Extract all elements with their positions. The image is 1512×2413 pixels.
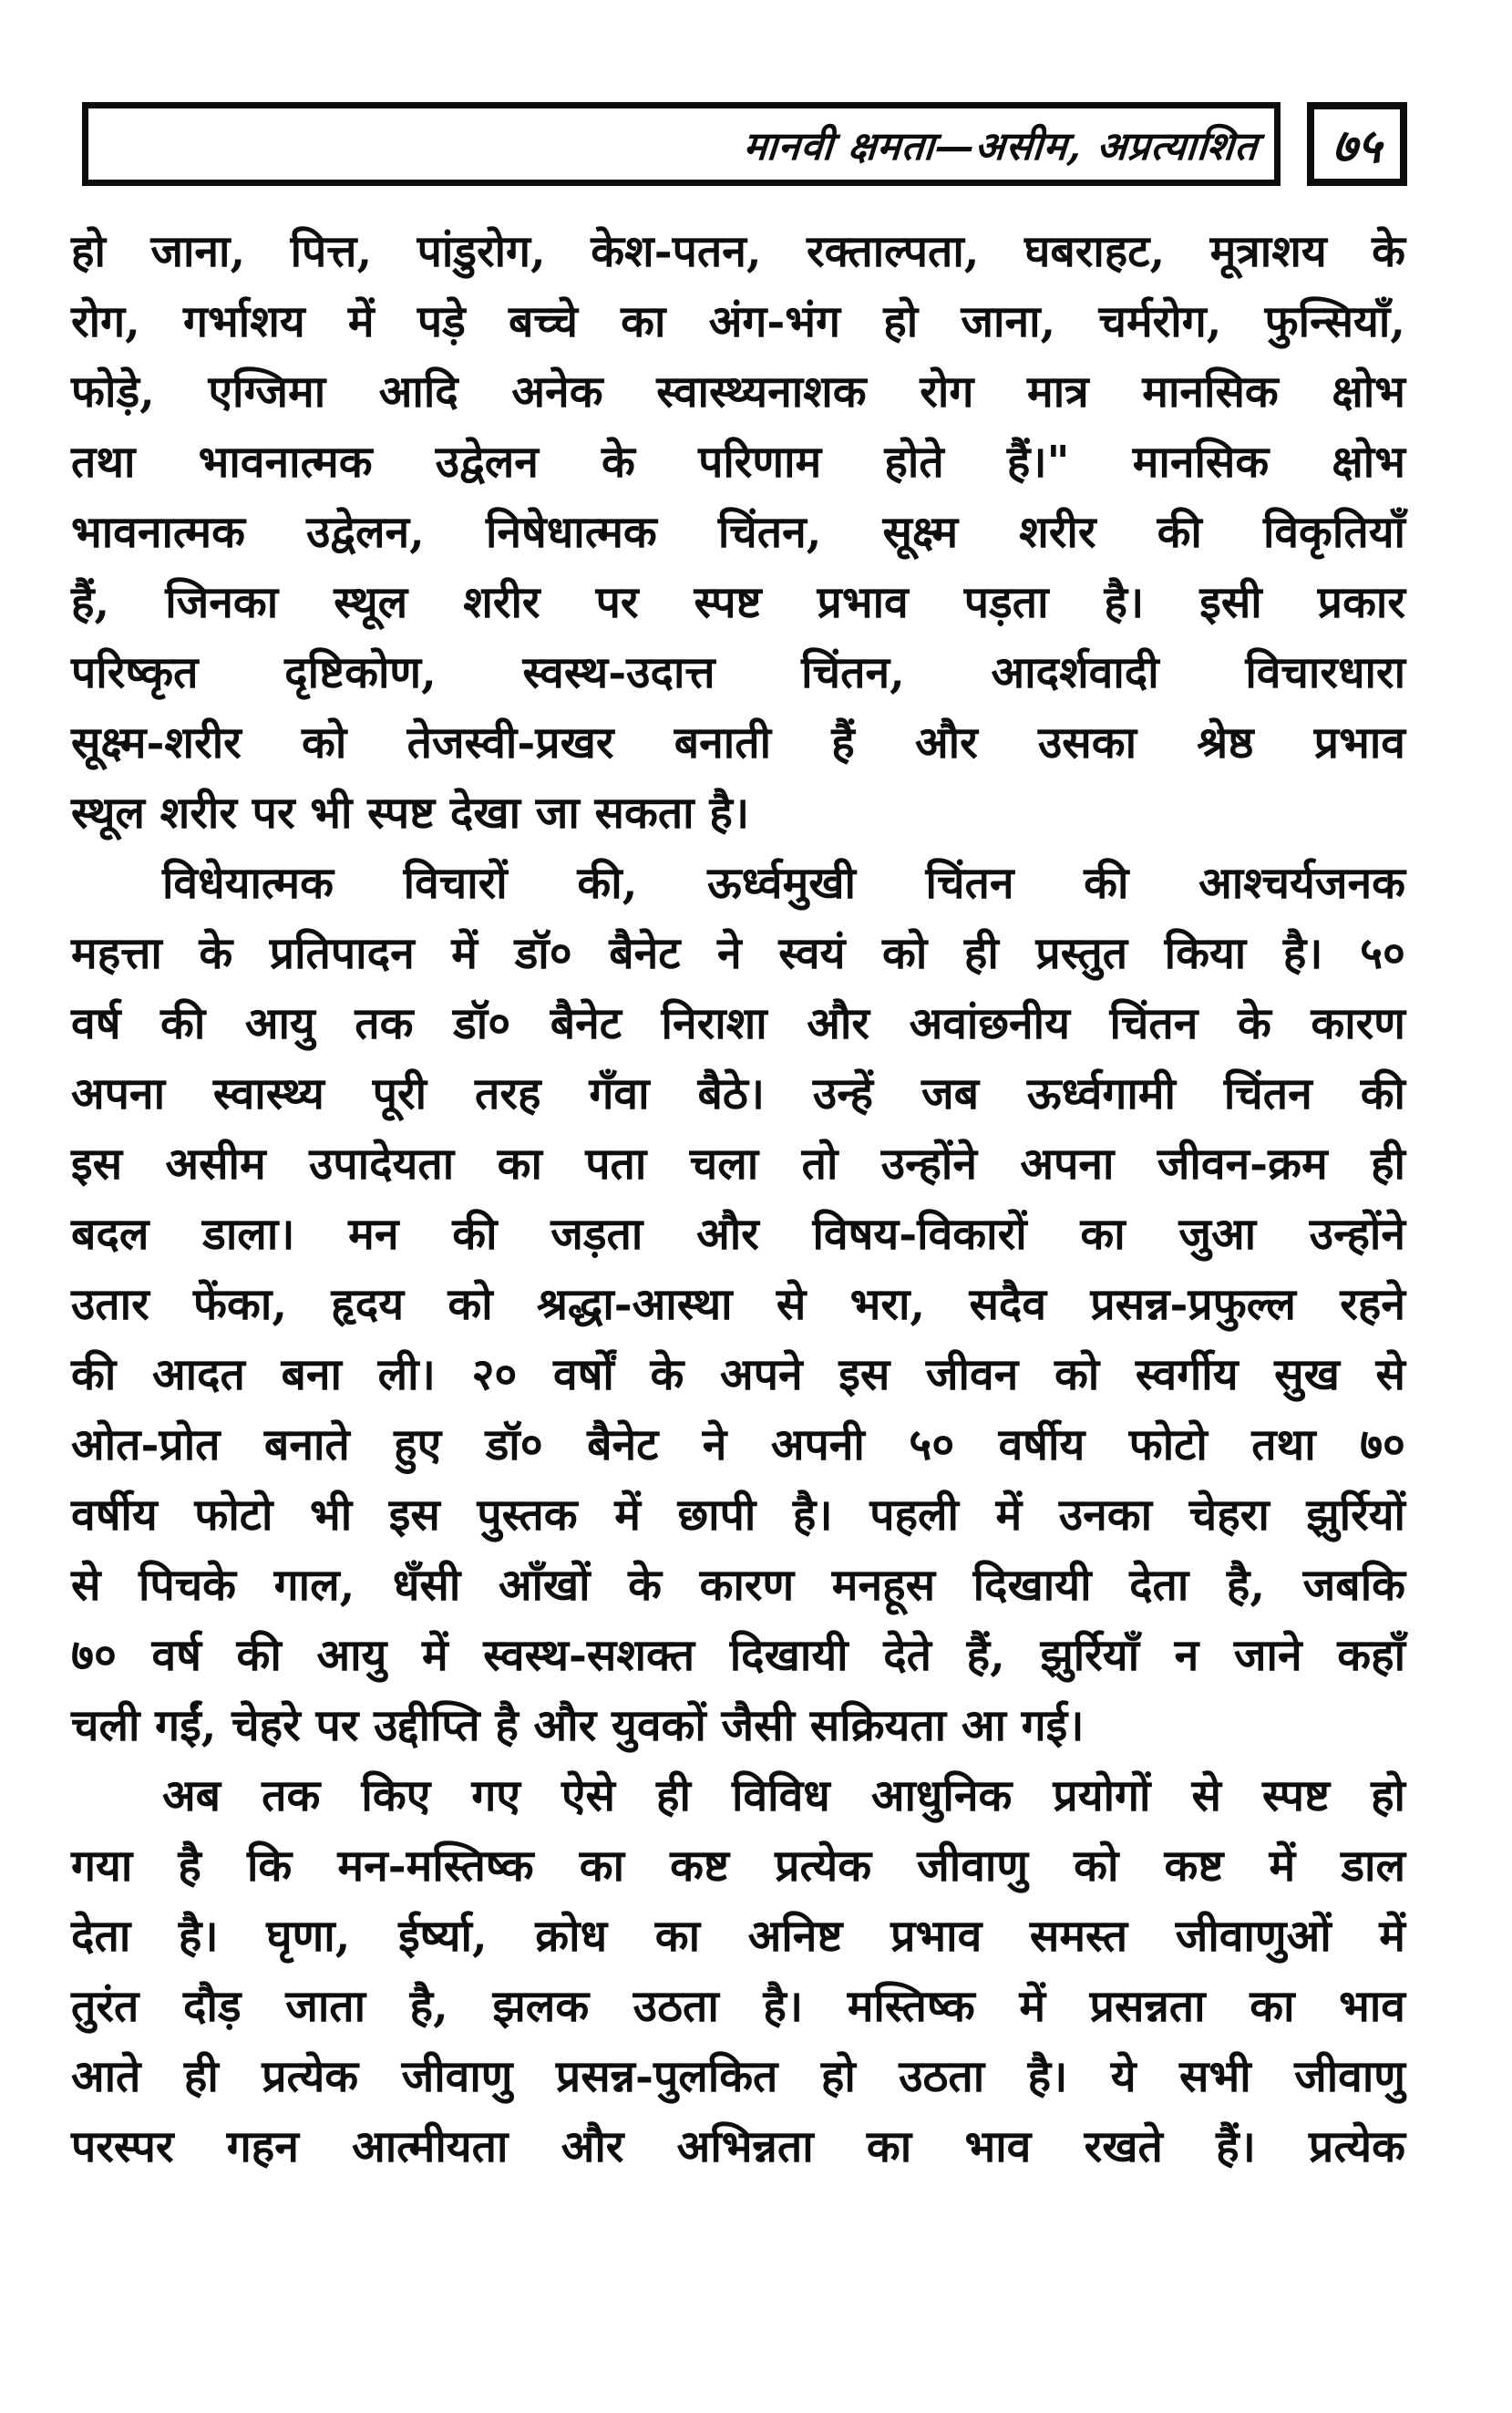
text-line: चली गईं, चेहरे पर उद्दीप्ति है और युवकों जैसी सक्रियता आ गई।: [71, 1700, 1085, 1751]
text-line: अब तक किए गए ऐसे ही विविध आधुनिक प्रयोगों से स्पष्ट हो: [162, 1770, 1405, 1821]
text-line: तुरंत दौड़ जाता है, झलक उठता है। मस्तिष्क में प्रसन्नता का भाव: [71, 1981, 1405, 2032]
text-line: अपना स्वास्थ्य पूरी तरह गँवा बैठे। उन्हें जब ऊर्ध्वगामी चिंतन की: [71, 1068, 1405, 1119]
text-line: आते ही प्रत्येक जीवाणु प्रसन्न-पुलकित हो उठता है। ये सभी जीवाणु: [71, 2051, 1405, 2102]
text-line: वर्ष की आयु तक डॉ० बैनेट निराशा और अवांछनीय चिंतन के कारण: [71, 998, 1405, 1049]
text-line: ओत-प्रोत बनाते हुए डॉ० बैनेट ने अपनी ५० वर्षीय फोटो तथा ७०: [71, 1419, 1405, 1470]
text-line: हो जाना, पित्त, पांडुरोग, केश-पतन, रक्ताल्पता, घबराहट, मूत्राशय के: [71, 226, 1405, 277]
text-line: वर्षीय फोटो भी इस पुस्तक में छापी है। पहली में उनका चेहरा झुर्रियों: [71, 1490, 1405, 1541]
text-line: विधेयात्मक विचारों की, ऊर्ध्वमुखी चिंतन की आश्चर्यजनक: [162, 858, 1405, 909]
page-number-box: [1307, 102, 1407, 186]
text-line: भावनात्मक उद्वेलन, निषेधात्मक चिंतन, सूक्ष्म शरीर की विकृतियाँ: [71, 507, 1405, 558]
text-line: तथा भावनात्मक उद्वेलन के परिणाम होते हैं।" मानसिक क्षोभ: [71, 437, 1405, 488]
text-line: परस्पर गहन आत्मीयता और अभिन्नता का भाव रखते हैं। प्रत्येक: [71, 2121, 1405, 2172]
text-line: बदल डाला। मन की जड़ता और विषय-विकारों का जुआ उन्होंने: [71, 1209, 1405, 1260]
text-line: इस असीम उपादेयता का पता चला तो उन्होंने अपना जीवन-क्रम ही: [71, 1139, 1405, 1190]
text-line: सूक्ष्म-शरीर को तेजस्वी-प्रखर बनाती हैं और उसका श्रेष्ठ प्रभाव: [71, 717, 1405, 768]
chapter-title-box: [82, 102, 1281, 186]
text-line: रोग, गर्भाशय में पड़े बच्चे का अंग-भंग हो जाना, चर्मरोग, फुन्सियाँ,: [71, 296, 1405, 347]
text-line: उतार फेंका, हृदय को श्रद्धा-आस्था से भरा, सदैव प्रसन्न-प्रफुल्ल रहने: [71, 1279, 1405, 1330]
running-head: [82, 102, 1417, 186]
text-line: स्थूल शरीर पर भी स्पष्ट देखा जा सकता है।: [71, 788, 750, 839]
text-line: ७० वर्ष की आयु में स्वस्थ-सशक्त दिखायी देते हैं, झुर्रियाँ न जाने कहाँ: [71, 1630, 1405, 1681]
text-line: महत्ता के प्रतिपादन में डॉ० बैनेट ने स्वयं को ही प्रस्तुत किया है। ५०: [71, 928, 1405, 979]
chapter-title: मानवी क्षमता—असीम, अप्रत्याशित: [741, 123, 1260, 170]
text-line: फोड़े, एग्जिमा आदि अनेक स्वास्थ्यनाशक रोग मात्र मानसिक क्षोभ: [71, 366, 1405, 418]
text-line: परिष्कृत दृष्टिकोण, स्वस्थ-उदात्त चिंतन, आदर्शवादी विचारधारा: [71, 647, 1405, 698]
page-number: ७५: [1331, 118, 1383, 174]
text-line: की आदत बना ली। २० वर्षों के अपने इस जीवन को स्वर्गीय सुख से: [71, 1349, 1405, 1400]
text-line: हैं, जिनका स्थूल शरीर पर स्पष्ट प्रभाव पड़ता है। इसी प्रकार: [71, 577, 1405, 628]
text-line: गया है कि मन-मस्तिष्क का कष्ट प्रत्येक जीवाणु को कष्ट में डाल: [71, 1841, 1405, 1892]
text-line: देता है। घृणा, ईर्ष्या, क्रोध का अनिष्ट प्रभाव समस्त जीवाणुओं में: [71, 1911, 1405, 1962]
text-line: से पिचके गाल, धँसी आँखों के कारण मनहूस दिखायी देता है, जबकि: [71, 1560, 1405, 1611]
body-text: [71, 217, 1405, 2182]
